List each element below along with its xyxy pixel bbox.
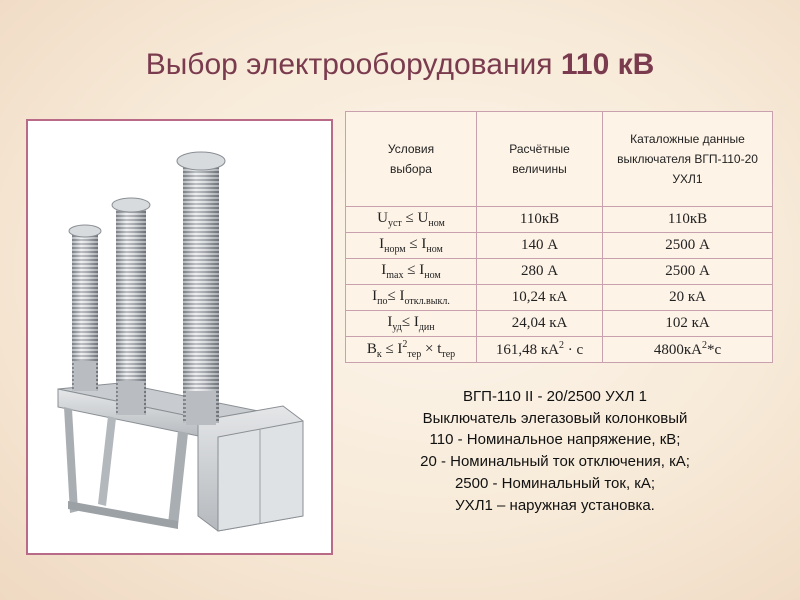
condition-cell: $I_{уд}\le I_{дин}$: [346, 311, 477, 337]
table-row: [346, 311, 773, 337]
description-line: УХЛ1 – наружная установка.: [455, 496, 655, 514]
calculated-cell: 140 А: [477, 233, 603, 259]
page-title: Выбор электрооборудования 110 кВ: [145, 48, 655, 81]
table-row: [346, 207, 773, 233]
catalog-cell: 20 кА: [603, 285, 773, 311]
condition-cell: $B_к \le I^2_{тер} \times t_{тер}$: [346, 337, 477, 363]
calculated-cell: 280 А: [477, 259, 603, 285]
breaker-description: [390, 386, 720, 516]
catalog-cell: $4800кА^2*с$: [603, 337, 773, 363]
calculated-cell: 110кВ: [477, 207, 603, 233]
condition-cell: $I_{max} \le I_{ном}$: [346, 259, 477, 285]
breaker-selection-table: [345, 111, 773, 363]
table-header-row: [346, 112, 773, 207]
catalog-cell: 102 кА: [603, 311, 773, 337]
description-line: Выключатель элегазовый колонковый: [422, 409, 688, 427]
page-title-voltage: 110 кВ: [560, 48, 655, 81]
table-row: [346, 285, 773, 311]
calculated-cell: 24,04 кА: [477, 311, 603, 337]
table-row: [346, 233, 773, 259]
catalog-cell: 2500 А: [603, 233, 773, 259]
description-line: ВГП-110 II - 20/2500 УХЛ 1: [463, 388, 647, 405]
calculated-cell: 10,24 кА: [477, 285, 603, 311]
condition-cell: $I_{по}\le I_{откл.выкл.}$: [346, 285, 477, 311]
catalog-cell: 2500 А: [603, 259, 773, 285]
column-header-conditions: Условия выбора: [346, 112, 477, 207]
calculated-cell: 161,48 $кА^2 \cdot с$: [477, 337, 603, 363]
catalog-cell: 110кВ: [603, 207, 773, 233]
column-header-catalog: Каталожные данные выключателя ВГП-110-20 УХЛ1: [603, 112, 773, 207]
description-line: 110 - Номинальное напряжение, кВ;: [429, 431, 681, 449]
breaker-photo-frame: [26, 119, 333, 555]
condition-cell: $I_{норм} \le I_{ном}$: [346, 233, 477, 259]
description-line: 2500 - Номинальный ток, кА;: [454, 474, 656, 492]
condition-cell: $U_{уст} \le U_{ном}$: [346, 207, 477, 233]
description-line: 20 - Номинальный ток отключения, кА;: [420, 453, 690, 471]
column-header-calculated: Расчётные величины: [477, 112, 603, 207]
circuit-breaker-image: [28, 121, 331, 553]
table-row: [346, 337, 773, 363]
table-row: [346, 259, 773, 285]
